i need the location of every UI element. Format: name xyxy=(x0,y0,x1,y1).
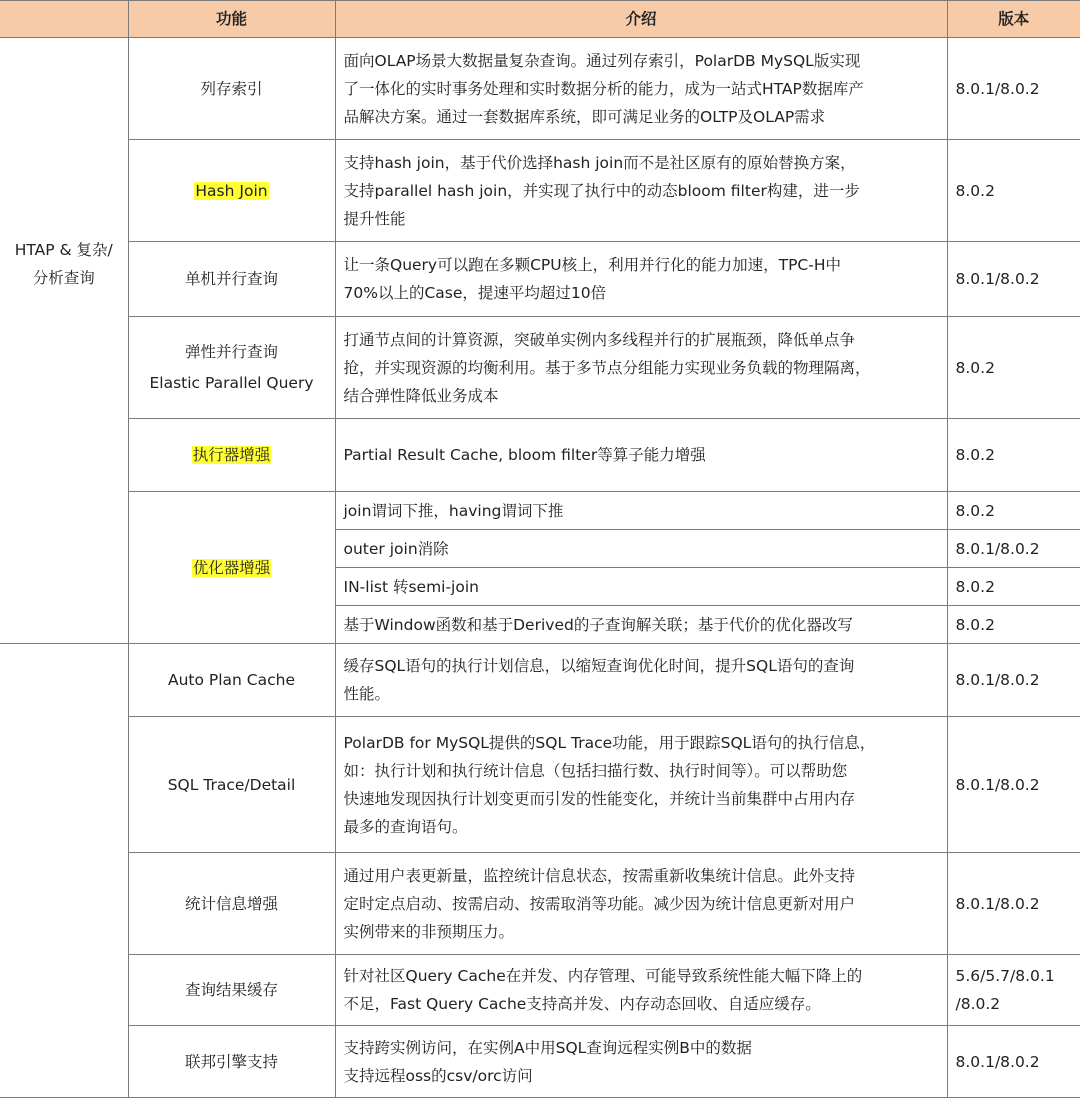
table-row xyxy=(0,140,1080,242)
feature-version: 8.0.1/8.0.2 xyxy=(947,530,1080,568)
feature-version xyxy=(947,955,1080,1026)
feature-desc xyxy=(335,1026,947,1098)
desc-line: 了一体化的实时事务处理和实时数据分析的能力，成为一站式HTAP数据库产 xyxy=(343,79,864,98)
table-row xyxy=(0,38,1080,140)
desc-line: 提升性能 xyxy=(343,209,406,228)
table-row xyxy=(0,644,1080,717)
feature-desc xyxy=(335,317,947,419)
desc-line: 如：执行计划和执行统计信息（包括扫描行数、执行时间等）。可以帮助您 xyxy=(343,761,848,780)
feature-name xyxy=(128,419,335,492)
desc-line: 打通节点间的计算资源，突破单实例内多线程并行的扩展瓶颈，降低单点争 xyxy=(343,330,856,349)
feature-name: Auto Plan Cache xyxy=(128,644,335,717)
desc-line: 结合弹性降低业务成本 xyxy=(343,386,499,405)
table-row xyxy=(0,955,1080,1026)
feature-version: 8.0.1/8.0.2 xyxy=(947,644,1080,717)
feature-desc: join谓词下推，having谓词下推 xyxy=(335,492,947,530)
desc-line: 针对社区Query Cache在并发、内存管理、可能导致系统性能大幅下降上的 xyxy=(343,967,863,985)
feature-version: 8.0.2 xyxy=(947,140,1080,242)
desc-line: 性能。 xyxy=(343,685,391,703)
header-category xyxy=(0,1,128,38)
desc-line: 支持hash join，基于代价选择hash join而不是社区原有的原始替换方案， xyxy=(343,153,856,172)
feature-version: 8.0.2 xyxy=(947,606,1080,644)
desc-line: 面向OLAP场景大数据量复杂查询。通过列存索引，PolarDB MySQL版实现 xyxy=(343,51,861,70)
category-line-1: HTAP & 复杂/ xyxy=(14,241,113,259)
desc-line: 支持跨实例访问，在实例A中用SQL查询远程实例B中的数据 xyxy=(343,1038,752,1057)
desc-line: 品解决方案。通过一套数据库系统，即可满足业务的OLTP及OLAP需求 xyxy=(343,107,826,126)
feature-version: 8.0.2 xyxy=(947,568,1080,606)
version-line: /8.0.2 xyxy=(955,995,1001,1013)
feature-desc: 基于Window函数和基于Derived的子查询解关联；基于代价的优化器改写 xyxy=(335,606,947,644)
version-line: 5.6/5.7/8.0.1 xyxy=(955,967,1055,985)
feature-version: 8.0.2 xyxy=(947,492,1080,530)
feature-version: 8.0.1/8.0.2 xyxy=(947,242,1080,317)
table-row xyxy=(0,492,1080,530)
header-intro: 介绍 xyxy=(335,1,947,38)
category-cell xyxy=(0,38,128,644)
feature-desc xyxy=(335,242,947,317)
category-cell-empty xyxy=(0,644,128,1098)
feature-version: 8.0.1/8.0.2 xyxy=(947,38,1080,140)
table-row xyxy=(0,717,1080,853)
desc-line: 抢，并实现资源的均衡利用。基于多节点分组能力实现业务负载的物理隔离， xyxy=(343,358,871,377)
highlighted-feature: 优化器增强 xyxy=(192,558,271,577)
feature-desc xyxy=(335,38,947,140)
desc-line: 支持parallel hash join，并实现了执行中的动态bloom filter构建，进一步 xyxy=(343,181,860,200)
table-row xyxy=(0,317,1080,419)
header-feature: 功能 xyxy=(128,1,335,38)
header-version: 版本 xyxy=(947,1,1080,38)
table-row xyxy=(0,419,1080,492)
feature-name-cn: 弹性并行查询 xyxy=(184,342,278,361)
desc-line: 实例带来的非预期压力。 xyxy=(343,922,515,941)
desc-line: 支持远程oss的csv/orc访问 xyxy=(343,1066,533,1085)
feature-version: 8.0.1/8.0.2 xyxy=(947,853,1080,955)
category-line-2: 分析查询 xyxy=(32,269,95,287)
feature-desc xyxy=(335,717,947,853)
highlighted-feature: Hash Join xyxy=(195,181,268,200)
feature-name xyxy=(128,492,335,644)
feature-version: 8.0.1/8.0.2 xyxy=(947,1026,1080,1098)
feature-name: 统计信息增强 xyxy=(128,853,335,955)
feature-desc xyxy=(335,140,947,242)
feature-desc: IN-list 转semi-join xyxy=(335,568,947,606)
table-row xyxy=(0,242,1080,317)
feature-version: 8.0.1/8.0.2 xyxy=(947,717,1080,853)
feature-desc xyxy=(335,955,947,1026)
feature-name: 联邦引擎支持 xyxy=(128,1026,335,1098)
feature-desc xyxy=(335,853,947,955)
feature-name: SQL Trace/Detail xyxy=(128,717,335,853)
highlighted-feature: 执行器增强 xyxy=(192,446,271,464)
desc-line: 不足，Fast Query Cache支持高并发、内存动态回收、自适应缓存。 xyxy=(343,995,821,1013)
desc-line: 通过用户表更新量，监控统计信息状态，按需重新收集统计信息。此外支持 xyxy=(343,866,856,885)
desc-line: PolarDB for MySQL提供的SQL Trace功能，用于跟踪SQL语句的执行信息， xyxy=(343,733,876,752)
feature-version: 8.0.2 xyxy=(947,419,1080,492)
feature-desc: Partial Result Cache, bloom filter等算子能力增强 xyxy=(335,419,947,492)
desc-line: 70%以上的Case，提速平均超过10倍 xyxy=(343,284,607,302)
feature-desc: outer join消除 xyxy=(335,530,947,568)
feature-name: 查询结果缓存 xyxy=(128,955,335,1026)
desc-line: 缓存SQL语句的执行计划信息，以缩短查询优化时间，提升SQL语句的查询 xyxy=(343,657,855,675)
feature-name: 列存索引 xyxy=(128,38,335,140)
feature-name xyxy=(128,317,335,419)
desc-line: 定时定点启动、按需启动、按需取消等功能。减少因为统计信息更新对用户 xyxy=(343,894,856,913)
feature-desc xyxy=(335,644,947,717)
table-row xyxy=(0,853,1080,955)
desc-line: 最多的查询语句。 xyxy=(343,817,468,836)
feature-name-en: Elastic Parallel Query xyxy=(149,373,314,392)
table-row xyxy=(0,1026,1080,1098)
table-header-row xyxy=(0,1,1080,38)
desc-line: 让一条Query可以跑在多颗CPU核上，利用并行化的能力加速，TPC-H中 xyxy=(343,256,842,274)
feature-name xyxy=(128,140,335,242)
feature-version: 8.0.2 xyxy=(947,317,1080,419)
feature-name: 单机并行查询 xyxy=(128,242,335,317)
desc-line: 快速地发现因执行计划变更而引发的性能变化，并统计当前集群中占用内存 xyxy=(343,789,856,808)
